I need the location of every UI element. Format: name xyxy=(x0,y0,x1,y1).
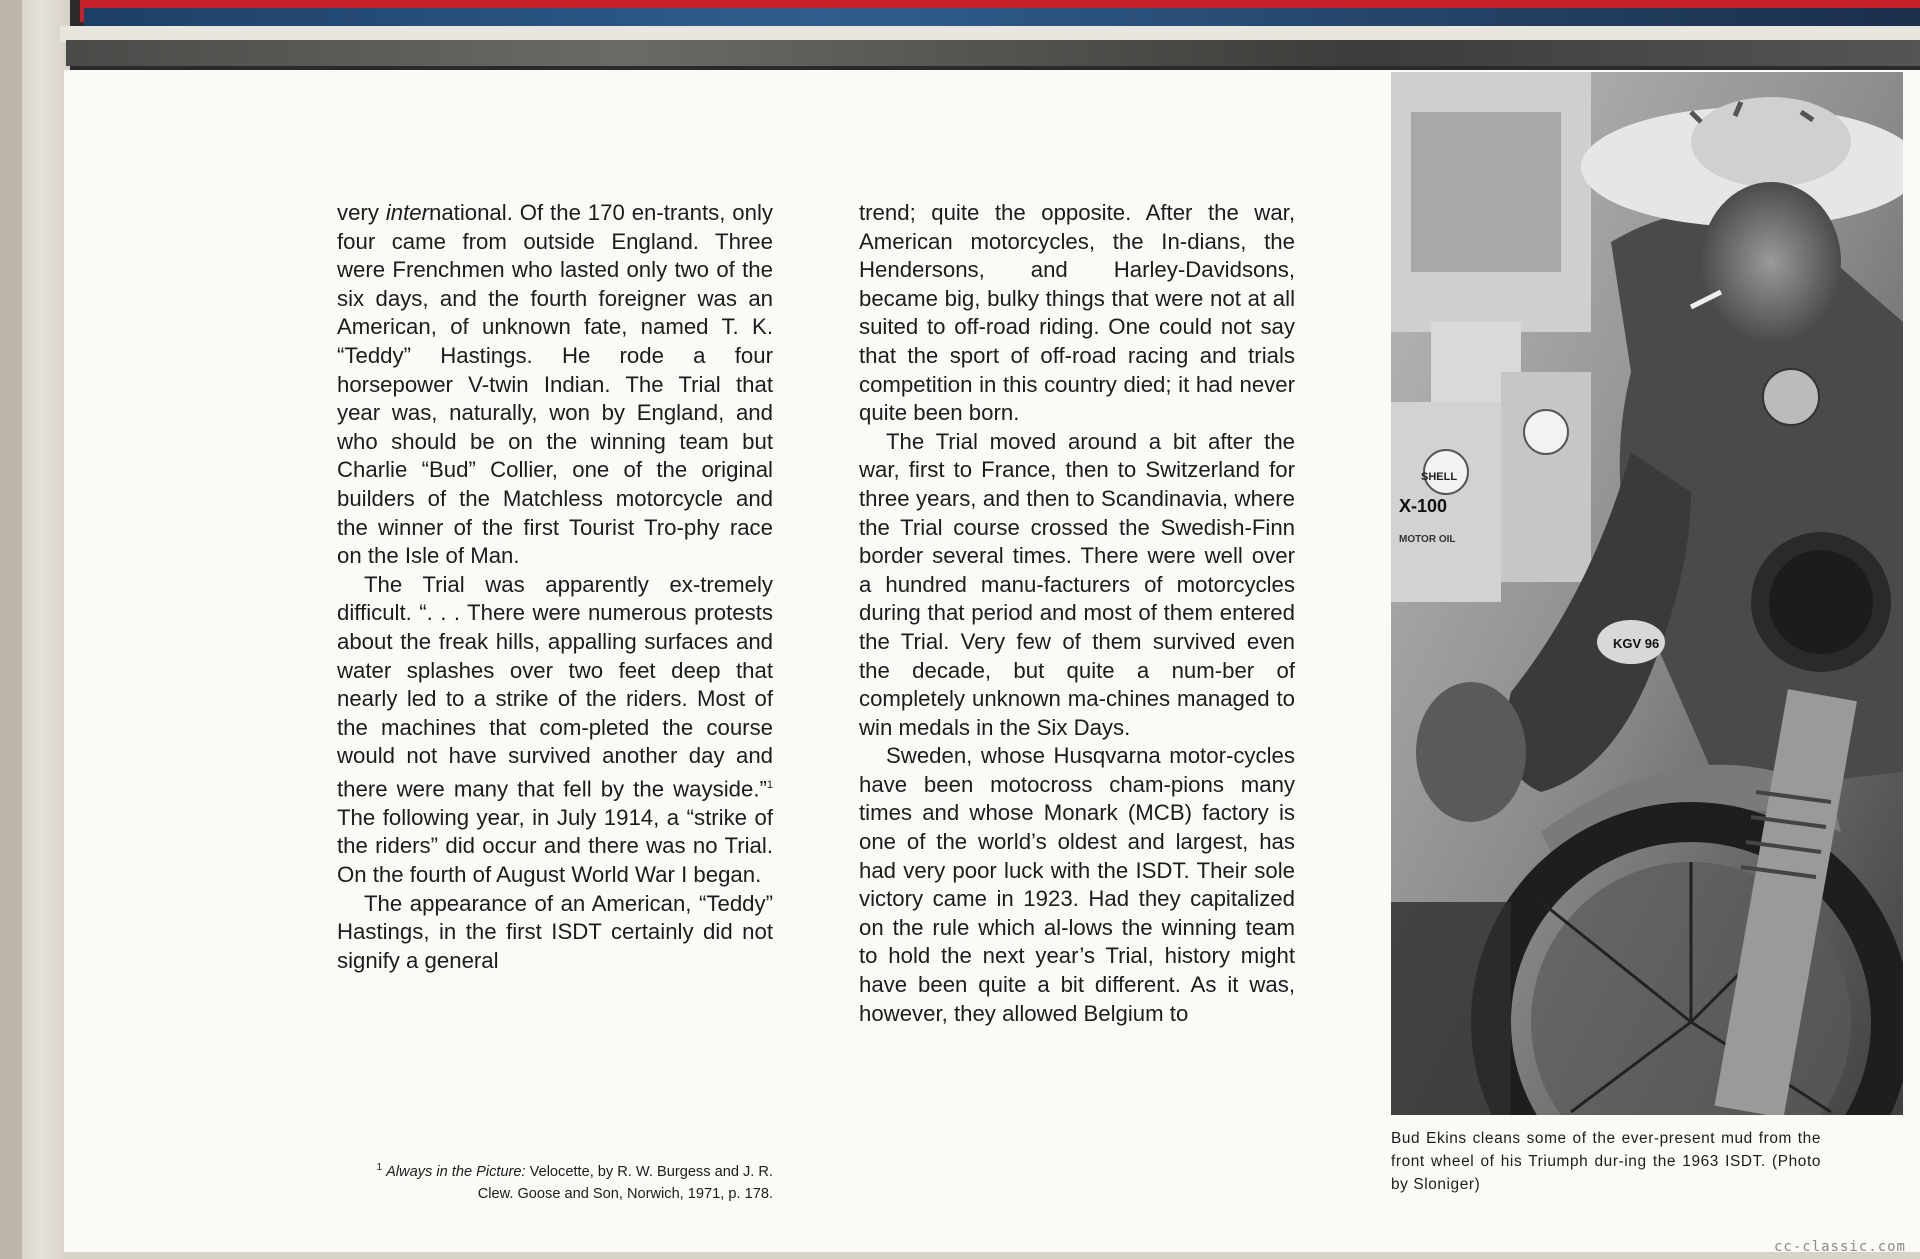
footnote-text: Velocette, by R. W. Burgess and J. R. Clew. Goose and Son, Norwich, 1971, p. 178. xyxy=(477,1163,773,1202)
plate-text: KGV 96 xyxy=(1613,636,1660,651)
paragraph: Sweden, whose Husqvarna motor-cycles have been motocross cham-pions many times and whose Monark (MCB) factory is one of the world’s oldest and largest, has had very poor luck with the ISDT. Their sole victory came in 1923. Had they capitalized on the rule which al-lows the winning team to hold the next year’s Trial, history might have been quite a bit different. As it was, however, they allowed Belgium to xyxy=(859,743,1295,1026)
watermark: cc-classic.com xyxy=(1773,1239,1906,1255)
paragraph: The Trial moved around a bit after the war, first to France, then to Switzerland for three years, and then to Scandinavia, where the Trial course crossed the Swedish-Finn border several times. There were well over a hundred manu-facturers of motorcycles during that period and most of them entered the Trial. Very few of them survived even the decade, but quite a num-ber of completely unknown ma-chines managed to win medals in the Six Days. xyxy=(859,428,1295,740)
can-label: MOTOR OIL xyxy=(1399,534,1456,545)
footnote xyxy=(337,1157,773,1205)
page-bottom-edge xyxy=(64,1252,1920,1259)
paragraph-text: national. Of the 170 en-trants, only four came from outside England. Three were Frenchmen who lasted only two of the six days, and the fourth foreigner was an American, of unknown fate, named T. K. “Teddy” Hastings. He rode a four horsepower V-twin Indian. The Trial that year was, naturally, won by England, and who should be on the winning team but Charlie “Bud” Collier, one of the original builders of the Matchless motorcycle and the winner of the first Tourist Tro-phy race on the Isle of Man. xyxy=(337,200,773,569)
paragraph-text: very xyxy=(337,200,386,225)
paragraph-text: The following year, in July 1914, a “strike of the riders” did occur and there was no Trial. On the fourth of August World War I began. xyxy=(337,804,773,888)
book-spine-edge xyxy=(0,0,70,1259)
footnote-marker: 1 xyxy=(766,778,773,791)
paragraph xyxy=(337,571,773,890)
footnote-number: 1 xyxy=(376,1162,383,1173)
paragraph: trend; quite the opposite. After the war, American motorcycles, the In-dians, the Hendersons, and Harley-Davidsons, became big, bulky things that were not at all suited to off-road riding. One could not say that the sport of off-road racing and trials competition in this country died; it had never quite been born. xyxy=(859,200,1295,426)
can-label: X-100 xyxy=(1399,496,1448,516)
text-column-left xyxy=(337,199,773,975)
oil-can xyxy=(1501,372,1591,582)
paragraph xyxy=(337,199,773,571)
book-edge-dark xyxy=(66,40,1920,66)
paragraph-text: The Trial was apparently ex-tremely difficult. “. . . There were numerous protests about the freak hills, appalling surfaces and water splashes over two feet deep that nearly led to a strike of the riders. Most of the machines that com-pleted the course would not have survived another day and there were many that fell by the wayside.” xyxy=(337,571,773,802)
footnote-title: Always in the Picture: xyxy=(386,1163,526,1180)
rider-face xyxy=(1701,182,1841,342)
photo-caption: Bud Ekins cleans some of the ever-present mud from the front wheel of his Triumph dur-ing the 1963 ISDT. (Photo by Sloniger) xyxy=(1391,1130,1821,1193)
photo-bud-ekins xyxy=(1391,72,1903,1115)
text-column-right xyxy=(859,199,1295,1028)
photo-illustration xyxy=(1391,72,1903,1115)
paragraph: The appearance of an American, “Teddy” Hastings, in the first ISDT certainly did not signify a general xyxy=(337,890,773,973)
glove xyxy=(1416,682,1526,822)
can-label: SHELL xyxy=(1421,471,1458,483)
italic-text: inter xyxy=(385,200,429,225)
